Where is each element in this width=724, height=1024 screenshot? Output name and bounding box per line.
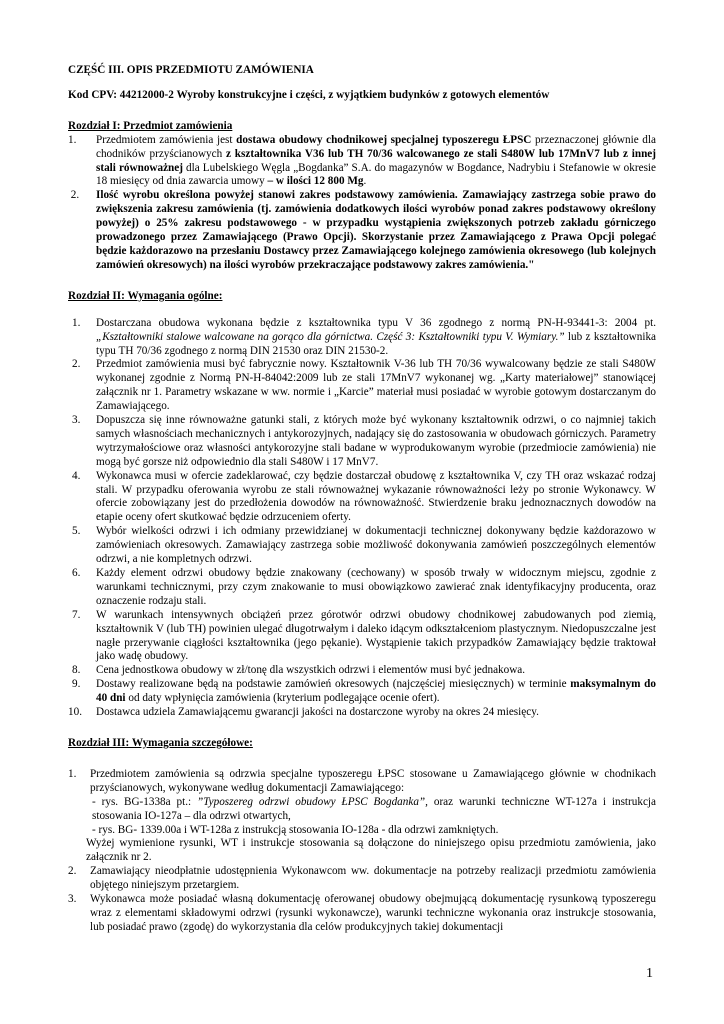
list-item: 1. Dostarczana obudowa wykonana będzie z kształtownika typu V 36 zgodnego z normą PN-H-93441-3: 2004 pt. „Kształtowniki stalowe walcowane na gorąco dla górnictwa. Część 3: Kształtowniki typu V. Wymiary.” lub z kształtownika typu TH 70/36 zgodnego z normą DIN 21530 oraz DIN 21530-2. xyxy=(72,316,656,357)
sub-item: - rys. BG- 1339.00a i WT-128a z instrukcją stosowania IO-128a - dla odrzwi zamkniętych. xyxy=(92,823,499,836)
section-1-heading: Rozdział I: Przedmiot zamówienia xyxy=(68,119,233,132)
list-item: 9. Dostawy realizowane będą na podstawie zamówień okresowych (najczęściej miesięcznych) w terminie maksymalnym do 40 dni od daty wpłynięcia zamówienia (kryterium podlegające ocenie ofert). xyxy=(72,678,656,705)
section-2 xyxy=(68,290,656,720)
list-item: 8. Cena jednostkowa obudowy w zł/tonę dla wszystkich odrzwi i elementów musi być jednakowa. xyxy=(72,664,526,677)
list-item: 1. Przedmiotem zamówienia są odrzwia specjalne typoszeregu ŁPSC stosowane u Zamawiającego głównie w chodnikach przyścianowych, wykonywane według dokumentacji Zamawiającego: xyxy=(68,767,656,794)
cpv-code: Kod CPV: 44212000-2 Wyroby konstrukcyjne i części, z wyjątkiem budynków z gotowych elementów xyxy=(68,88,550,101)
section-1 xyxy=(68,120,656,273)
list-item: 1. Przedmiotem zamówienia jest dostawa obudowy chodnikowej specjalnej typoszeregu ŁPSC przeznaczonej głównie dla chodników przyścianowych z kształtownika V36 lub TH 70/36 walcowanego ze stali S480W lub 17MnV7 lub z innej stali równoważnej dla Lubelskiego Węgla „Bogdanka” S.A. do magazynów w Bogdance, Nadrybiu i Stefanowie w okresie 18 miesięcy od dnia zawarcia umowy – w ilości 12 800 Mg. xyxy=(68,133,656,188)
sub-note: Wyżej wymienione rysunki, WT i instrukcje stosowania są dołączone do niniejszego opisu przedmiotu zamówienia, jako załącznik nr 2. xyxy=(86,837,656,864)
list-item: 3. Wykonawca może posiadać własną dokumentację oferowanej obudowy obejmującą dokumentację rysunkową typoszeregu wraz z elementami składowymi odrzwi (rysunki wykonawcze), warunki techniczne wykonania oraz instrukcje stosowania, lub posiadać prawo (zgodę) do wykorzystania dla celów produkcyjnych takiej dokumentacji xyxy=(68,893,656,933)
list-item: 5. Wybór wielkości odrzwi i ich odmiany przewidzianej w dokumentacji technicznej dokonywany będzie każdorazowo w zamówieniach okresowych. Zamawiający zastrzega sobie możliwość dokonywania zamówień poszczególnych elementów odrzwi, a nie kompletnych odrzwi. xyxy=(72,525,656,566)
sub-item: - rys. BG-1338a pt.: ”Typoszereg odrzwi obudowy ŁPSC Bogdanka”, oraz warunki techniczne WT-127a i instrukcja stosowania IO-127a – dla odrzwi otwartych, xyxy=(92,795,656,822)
section-3 xyxy=(68,737,656,935)
section-3-heading: Rozdział III: Wymagania szczegółowe: xyxy=(68,736,253,749)
list-item: 7. W warunkach intensywnych obciążeń przez górotwór odrzwi obudowy chodnikowej zabudowanych pod ziemią, kształtownik V (lub TH) powinien ulegać długotrwałym i daleko idącym odkształceniom plastycznym. Niedopuszczalne jest nagłe przerywanie ciągłości kształtownika (jego pękanie). Wystąpienie takich przypadków Zamawiający będzie traktował jako wadę obudowy. xyxy=(72,608,656,663)
list-item: 6. Każdy element odrzwi obudowy będzie znakowany (cechowany) w sposób trwały w widocznym miejscu, zgodnie z warunkami technicznymi, przy czym znakowanie to musi obowiązkowo zawierać znak identyfikacyjny producenta, oraz oznaczenie rodzaju stali. xyxy=(72,567,656,607)
document-title: CZĘŚĆ III. OPIS PRZEDMIOTU ZAMÓWIENIA xyxy=(68,64,314,76)
list-item: 2. Zamawiający nieodpłatnie udostępnienia Wykonawcom ww. dokumentacje na potrzeby realizacji przedmiotu zamówienia objętego niniejszym przetargiem. xyxy=(68,865,656,892)
list-item: 3. Dopuszcza się inne równoważne gatunki stali, z których może być wykonany kształtownik odrzwi, o co najmniej takich samych własnościach mechanicznych i antykorozyjnych, nadający się do zastosowania w obudowach górniczych. Parametry wytrzymałościowe oraz własności antykorozyjne stali badane w wyprodukowanym wyrobie (przedmiocie zamówienia) nie mogą być gorsze niż odpowiednio dla stali S480W i 17 MnV7. xyxy=(72,414,656,468)
page-number: 1 xyxy=(646,966,653,981)
list-item: 4. Wykonawca musi w ofercie zadeklarować, czy będzie dostarczał obudowę z kształtownika V, czy TH oraz wskazać rodzaj stali. W przypadku oferowania wyrobu ze stali równoważnej wykazanie równoważności leży po stronie Wykonawcy. W ofercie zobowiązany jest do przedłożenia dowodów na równoważność. Stwierdzenie braku jednoznacznych dowodów na etapie oceny ofert skutkować będzie odrzuceniem oferty. xyxy=(72,469,656,524)
list-item: 10. Dostawca udziela Zamawiającemu gwarancji jakości na dostarczone wyroby na okres 24 miesięcy. xyxy=(68,706,539,719)
list-item: 2. Ilość wyrobu określona powyżej stanowi zakres podstawowy zamówienia. Zamawiający zastrzega sobie prawo do zwiększenia zakresu zamówienia (tj. zamówienia dodatkowych ilości wyrobów ponad zakres podstawowy określony powyżej) o 25% zakresu podstawowego - w przypadku wystąpienia zwiększonych potrzeb zakładu górniczego prowadzonego przez Zamawiającego (Prawo Opcji). Skorzystanie przez Zamawiającego z Prawa Opcji polegać będzie każdorazowo na przesłaniu Dostawcy przez Zamawiającego kolejnego zamówienia okresowego (lub kolejnych zamówień okresowych) na ilości wyrobów przekraczające podstawowy zakres zamówienia." xyxy=(68,189,656,271)
list-item: 2. Przedmiot zamówienia musi być fabrycznie nowy. Kształtownik V-36 lub TH 70/36 wywalcowany będzie ze stali S480W wykonanej zgodnie z Normą PN-H-84042:2009 lub ze stali 17MnV7 wykonanej wg. „Karty materiałowej” stanowiącej załącznik nr 1. Parametry wskazane w ww. normie i „Karcie” materiał musi posiadać w wyrobie gotowym dostarczanym do Zamawiającego. xyxy=(72,358,656,413)
section-2-heading: Rozdział II: Wymagania ogólne: xyxy=(68,289,223,302)
document-page xyxy=(68,64,656,935)
